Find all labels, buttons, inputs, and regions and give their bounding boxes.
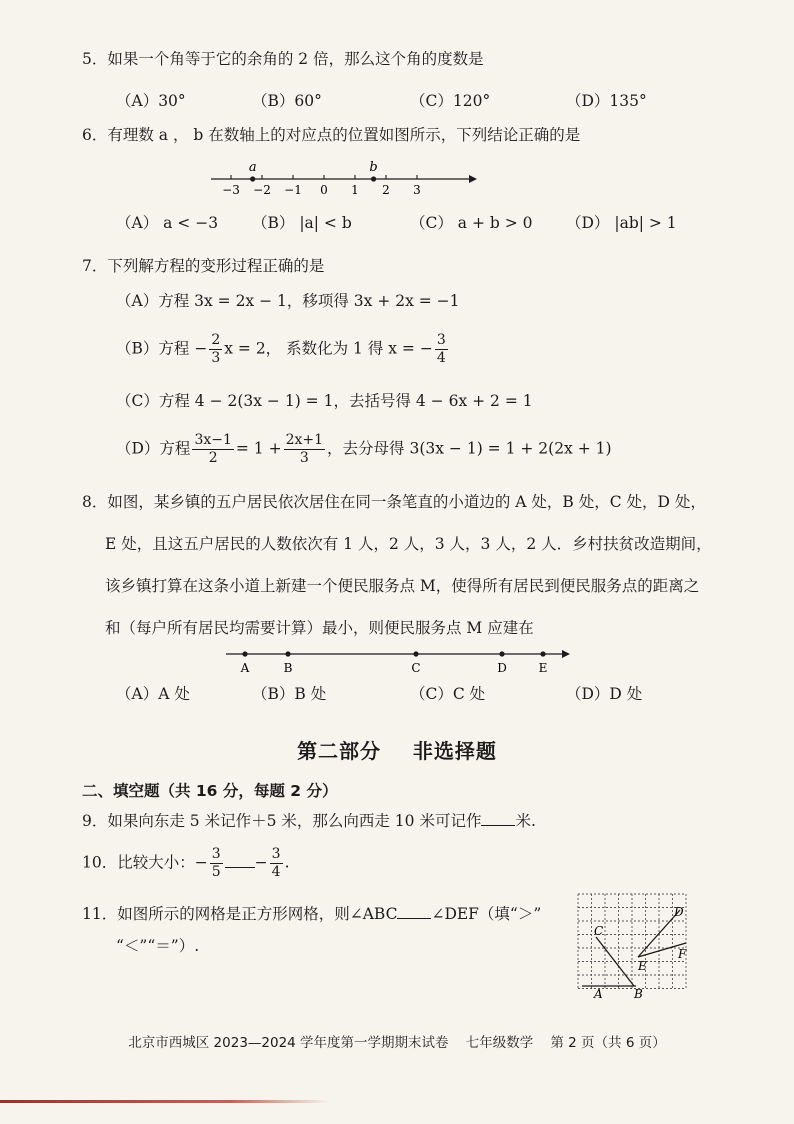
q7-stem: 7．下列解方程的变形过程正确的是 bbox=[82, 257, 325, 275]
q6-option-d: （D） |ab| > 1 bbox=[566, 214, 677, 232]
grid-label-c: C bbox=[594, 924, 604, 938]
tick-label: −1 bbox=[284, 183, 302, 197]
q6-option-b: （B） |a| < b bbox=[252, 214, 352, 232]
q10-fraction-1 bbox=[210, 846, 223, 881]
q8-road-diagram bbox=[222, 644, 578, 678]
q5-option-d: （D）135° bbox=[566, 92, 647, 110]
tick-label: −2 bbox=[253, 183, 271, 197]
q7d-num2: 2x+1 bbox=[285, 432, 324, 448]
q6-option-a: （A） a < −3 bbox=[116, 214, 219, 232]
tick-label: 2 bbox=[382, 183, 390, 197]
q10-suffix: . bbox=[284, 853, 290, 872]
q7-option-b bbox=[116, 332, 450, 367]
grid-label-a: A bbox=[594, 987, 603, 1001]
q7d-fraction-2 bbox=[284, 432, 325, 467]
arrow-right-icon bbox=[469, 175, 477, 183]
grid-label-d: D bbox=[674, 905, 684, 919]
q7d-mid: = 1 + bbox=[235, 439, 282, 458]
q5-stem: 5．如果一个角等于它的余角的 2 倍，那么这个角的度数是 bbox=[82, 50, 484, 68]
tick-label: −3 bbox=[222, 183, 240, 197]
q9-text: 9．如果向东走 5 米记作＋5 米，那么向西走 10 米可记作 bbox=[82, 812, 482, 830]
road-point-c bbox=[413, 651, 418, 656]
road-label-a: A bbox=[240, 661, 250, 675]
road-point-b bbox=[285, 651, 290, 656]
road-point-a bbox=[242, 651, 247, 656]
q8-option-b: （B）B 处 bbox=[252, 685, 327, 703]
page-edge-stain bbox=[0, 1100, 330, 1103]
part2-title: 第二部分 非选择题 bbox=[297, 739, 497, 763]
road-label-e: E bbox=[538, 661, 548, 675]
point-a-dot bbox=[250, 176, 255, 181]
q5-option-c: （C）120° bbox=[410, 92, 491, 110]
q8-line-4: 和（每户所有居民均需要计算）最小，则便民服务点 M 应建在 bbox=[105, 619, 534, 637]
q8-line-2: E 处，且这五户居民的人数依次有 1 人，2 人，3 人，3 人，2 人．乡村扶贫改造期间， bbox=[105, 535, 712, 553]
q7d-den2: 3 bbox=[299, 450, 309, 466]
q7d-fraction-1 bbox=[192, 432, 233, 467]
q10-fraction-2 bbox=[270, 846, 283, 881]
road-label-d: D bbox=[497, 661, 507, 675]
point-b-dot bbox=[371, 176, 376, 181]
q10-num2: 3 bbox=[271, 846, 281, 862]
q9-unit: 米. bbox=[515, 812, 536, 830]
tick-label: 0 bbox=[320, 183, 328, 197]
q11-text-after: ∠DEF（填“＞” bbox=[431, 905, 542, 923]
q11-line-2: “＜”“＝”）. bbox=[116, 937, 200, 955]
grid-label-b: B bbox=[634, 987, 643, 1001]
q5-option-a: （A）30° bbox=[116, 92, 186, 110]
q10-den2: 4 bbox=[271, 864, 281, 880]
q9 bbox=[82, 810, 536, 832]
road-label-b: B bbox=[283, 661, 293, 675]
q8-option-d: （D）D 处 bbox=[566, 685, 643, 703]
q7b-mid: x = 2， 系数化为 1 得 x = − bbox=[224, 339, 433, 358]
road-point-d bbox=[499, 651, 504, 656]
q11-grid-figure bbox=[574, 890, 700, 1002]
point-a-label: a bbox=[248, 160, 257, 175]
q10-answer-blank[interactable] bbox=[225, 853, 255, 868]
q10-prefix: 10．比较大小：− bbox=[82, 853, 208, 872]
q10-num1: 3 bbox=[211, 846, 221, 862]
q7d-prefix: （D）方程 bbox=[116, 439, 191, 458]
arrow-right-icon bbox=[562, 650, 570, 658]
q7d-den1: 2 bbox=[208, 450, 218, 466]
grid-label-f: F bbox=[678, 947, 687, 961]
q7d-suffix: ，去分母得 3(3x − 1) = 1 + 2(2x + 1) bbox=[327, 439, 612, 458]
q7d-num1: 3x−1 bbox=[194, 432, 232, 448]
grid-label-e: E bbox=[638, 959, 647, 973]
q10 bbox=[82, 846, 290, 881]
q11-text-before: 11．如图所示的网格是正方形网格，则∠ABC bbox=[82, 905, 398, 923]
q7b-den2: 4 bbox=[436, 350, 446, 366]
q7b-den: 3 bbox=[211, 350, 221, 366]
q8-line-3: 该乡镇打算在这条小道上新建一个便民服务点 M，使得所有居民到便民服务点的距离之 bbox=[105, 577, 700, 595]
q6-option-c: （C） a + b > 0 bbox=[410, 214, 533, 232]
q7-option-a: （A）方程 3x = 2x − 1，移项得 3x + 2x = −1 bbox=[116, 292, 460, 310]
section-fill-in-blank: 二、填空题（共 16 分，每题 2 分） bbox=[82, 782, 338, 800]
q7b-prefix: （B）方程 − bbox=[116, 339, 208, 358]
tick-label: 3 bbox=[413, 183, 421, 197]
q5-option-b: （B）60° bbox=[252, 92, 322, 110]
q7b-num: 2 bbox=[211, 332, 221, 348]
q7b-fraction-2 bbox=[435, 332, 448, 367]
road-label-c: C bbox=[411, 661, 421, 675]
q8-option-c: （C）C 处 bbox=[410, 685, 486, 703]
q6-number-line bbox=[205, 158, 480, 200]
page-footer: 北京市西城区 2023—2024 学年度第一学期期末试卷 七年级数学 第 2 页（共 6 页） bbox=[128, 1035, 666, 1051]
q7b-num2: 3 bbox=[436, 332, 446, 348]
segment-cb bbox=[596, 937, 634, 986]
q7-option-d bbox=[116, 432, 612, 467]
q6-stem: 6．有理数 a ， b 在数轴上的对应点的位置如图所示，下列结论正确的是 bbox=[82, 126, 581, 144]
q7b-fraction bbox=[209, 332, 222, 367]
q8-line-1: 8．如图，某乡镇的五户居民依次居住在同一条笔直的小道边的 A 处，B 处，C 处，D 处， bbox=[82, 493, 706, 511]
q7-option-c: （C）方程 4 − 2(3x − 1) = 1，去括号得 4 − 6x + 2 = 1 bbox=[116, 392, 533, 410]
point-b-label: b bbox=[369, 160, 378, 175]
q10-den1: 5 bbox=[211, 864, 221, 880]
road-point-e bbox=[540, 651, 545, 656]
q11-line-1 bbox=[82, 903, 541, 925]
q8-option-a: （A）A 处 bbox=[116, 685, 190, 703]
q11-answer-blank[interactable] bbox=[397, 904, 431, 919]
q9-answer-blank[interactable] bbox=[481, 811, 515, 826]
tick-label: 1 bbox=[351, 183, 359, 197]
q10-mid: − bbox=[254, 853, 268, 872]
